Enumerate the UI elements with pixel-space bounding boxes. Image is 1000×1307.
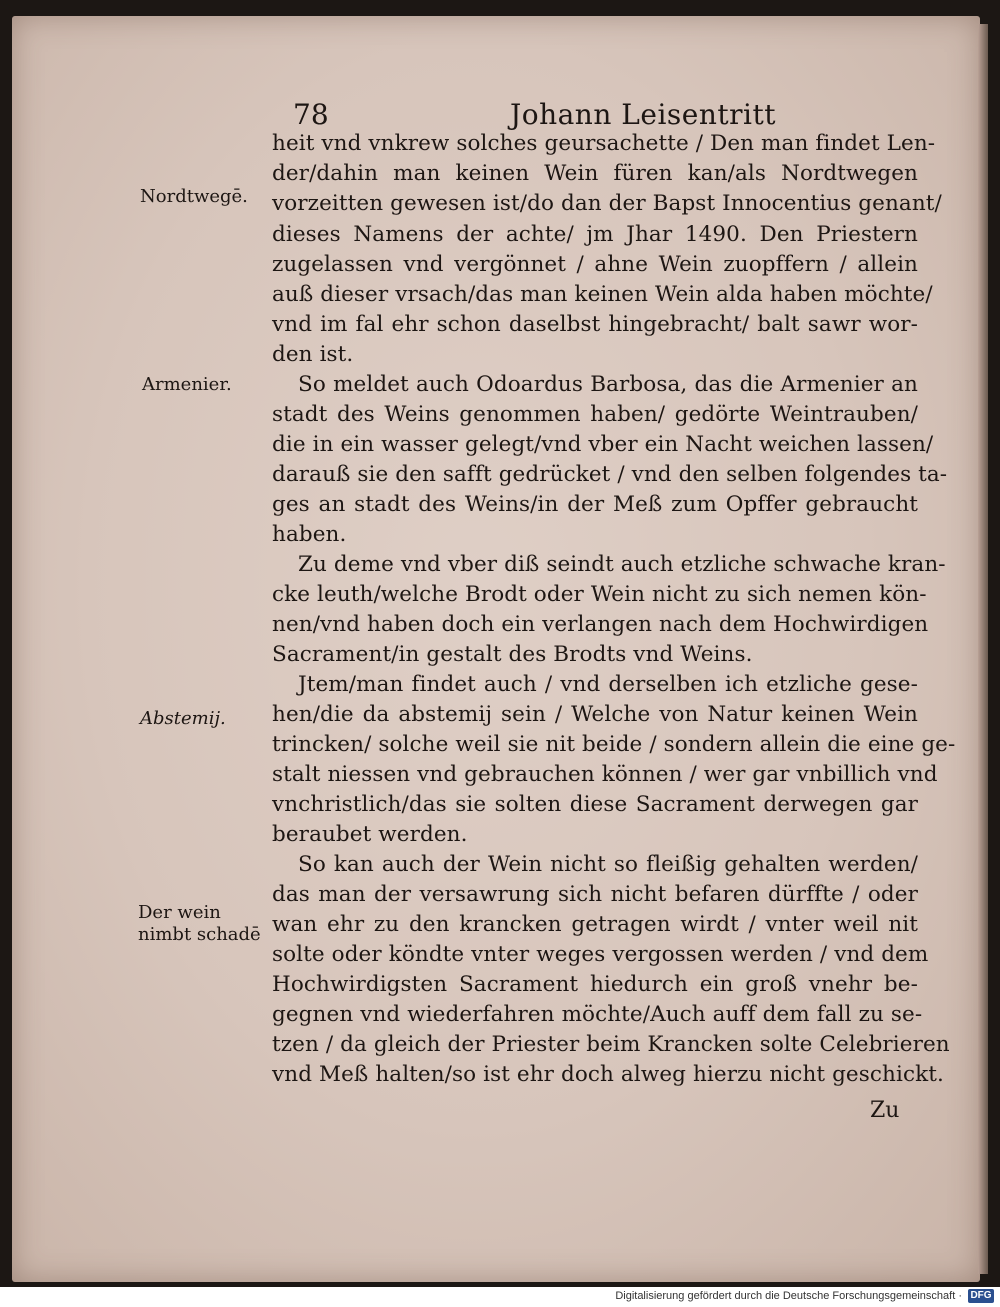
- margin-note-wein-schade-2: nimbt schadē: [138, 924, 261, 945]
- margin-note-armenier: Armenier.: [142, 374, 232, 395]
- text-line: wan ehr zu den krancken getragen wirdt / vnter weil nit: [272, 912, 918, 937]
- text-line: So kan auch der Wein nicht so fleißig gehalten werden/: [298, 852, 918, 877]
- text-line: solte oder köndte vnter weges vergossen werden / vnd dem: [272, 942, 929, 967]
- text-line: vnd Meß halten/so ist ehr doch alweg hierzu nicht geschickt.: [272, 1062, 944, 1087]
- text-line: heit vnd vnkrew solches geursachette / Den man findet Len-: [272, 131, 936, 156]
- text-line: der/dahin man keinen Wein füren kan/als Nordtwegen: [272, 161, 918, 186]
- text-line: darauß sie den safft gedrücket / vnd den selben folgendes ta-: [272, 462, 948, 487]
- text-line: die in ein wasser gelegt/vnd vber ein Nacht weichen lassen/: [272, 432, 934, 457]
- running-head: Johann Leisentritt: [510, 98, 776, 131]
- text-line: zugelassen vnd vergönnet / ahne Wein zuopffern / allein: [272, 252, 918, 277]
- text-line: So meldet auch Odoardus Barbosa, das die Armenier an: [298, 372, 918, 397]
- margin-note-abstemii: Abstemij.: [140, 708, 226, 729]
- text-line: haben.: [272, 522, 347, 547]
- text-line: Jtem/man findet auch / vnd derselben ich etzliche gese-: [298, 672, 918, 697]
- footer-strip: [0, 1287, 1000, 1307]
- text-line: nen/vnd haben doch ein verlangen nach dem Hochwirdigen: [272, 612, 929, 637]
- text-line: Zu deme vnd vber diß seindt auch etzliche schwache kran-: [298, 552, 946, 577]
- footer-credit: Digitalisierung gefördert durch die Deutsche Forschungsgemeinschaft ·: [615, 1290, 962, 1302]
- text-line: vnchristlich/das sie solten diese Sacrament derwegen gar: [272, 792, 918, 817]
- catchword: Zu: [870, 1098, 900, 1123]
- book-page: [12, 16, 980, 1282]
- text-line: gegnen vnd wiederfahren möchte/Auch auff dem fall zu se-: [272, 1002, 923, 1027]
- text-line: ges an stadt des Weins/in der Meß zum Opffer gebraucht: [272, 492, 918, 517]
- text-line: stalt niessen vnd gebrauchen können / wer gar vnbillich vnd: [272, 762, 938, 787]
- text-line: Hochwirdigsten Sacrament hiedurch ein groß vnehr be-: [272, 972, 918, 997]
- margin-note-nordtwegen: Nordtwegē.: [140, 186, 248, 207]
- margin-note-wein-schade-1: Der wein: [138, 902, 221, 923]
- text-line: tzen / da gleich der Priester beim Krancken solte Celebrieren: [272, 1032, 950, 1057]
- text-line: trincken/ solche weil sie nit beide / sondern allein die eine ge-: [272, 732, 956, 757]
- dfg-logo-icon: DFG: [968, 1289, 994, 1303]
- text-line: dieses Namens der achte/ jm Jhar 1490. Den Priestern: [272, 222, 918, 247]
- text-line: cke leuth/welche Brodt oder Wein nicht zu sich nemen kön-: [272, 582, 927, 607]
- text-line: Sacrament/in gestalt des Brodts vnd Weins.: [272, 642, 753, 667]
- text-line: hen/die da abstemij sein / Welche von Natur keinen Wein: [272, 702, 918, 727]
- text-line: vnd im fal ehr schon daselbst hingebracht/ balt sawr wor-: [272, 312, 918, 337]
- text-line: den ist.: [272, 342, 354, 367]
- text-line: auß dieser vrsach/das man keinen Wein alda haben möchte/: [272, 282, 933, 307]
- text-line: beraubet werden.: [272, 822, 468, 847]
- text-line: vorzeitten gewesen ist/do dan der Bapst Innocentius genant/: [272, 191, 942, 216]
- page-number: 78: [293, 98, 329, 131]
- text-line: das man der versawrung sich nicht befaren dürffte / oder: [272, 882, 918, 907]
- text-line: stadt des Weins genommen haben/ gedörte Weintrauben/: [272, 402, 918, 427]
